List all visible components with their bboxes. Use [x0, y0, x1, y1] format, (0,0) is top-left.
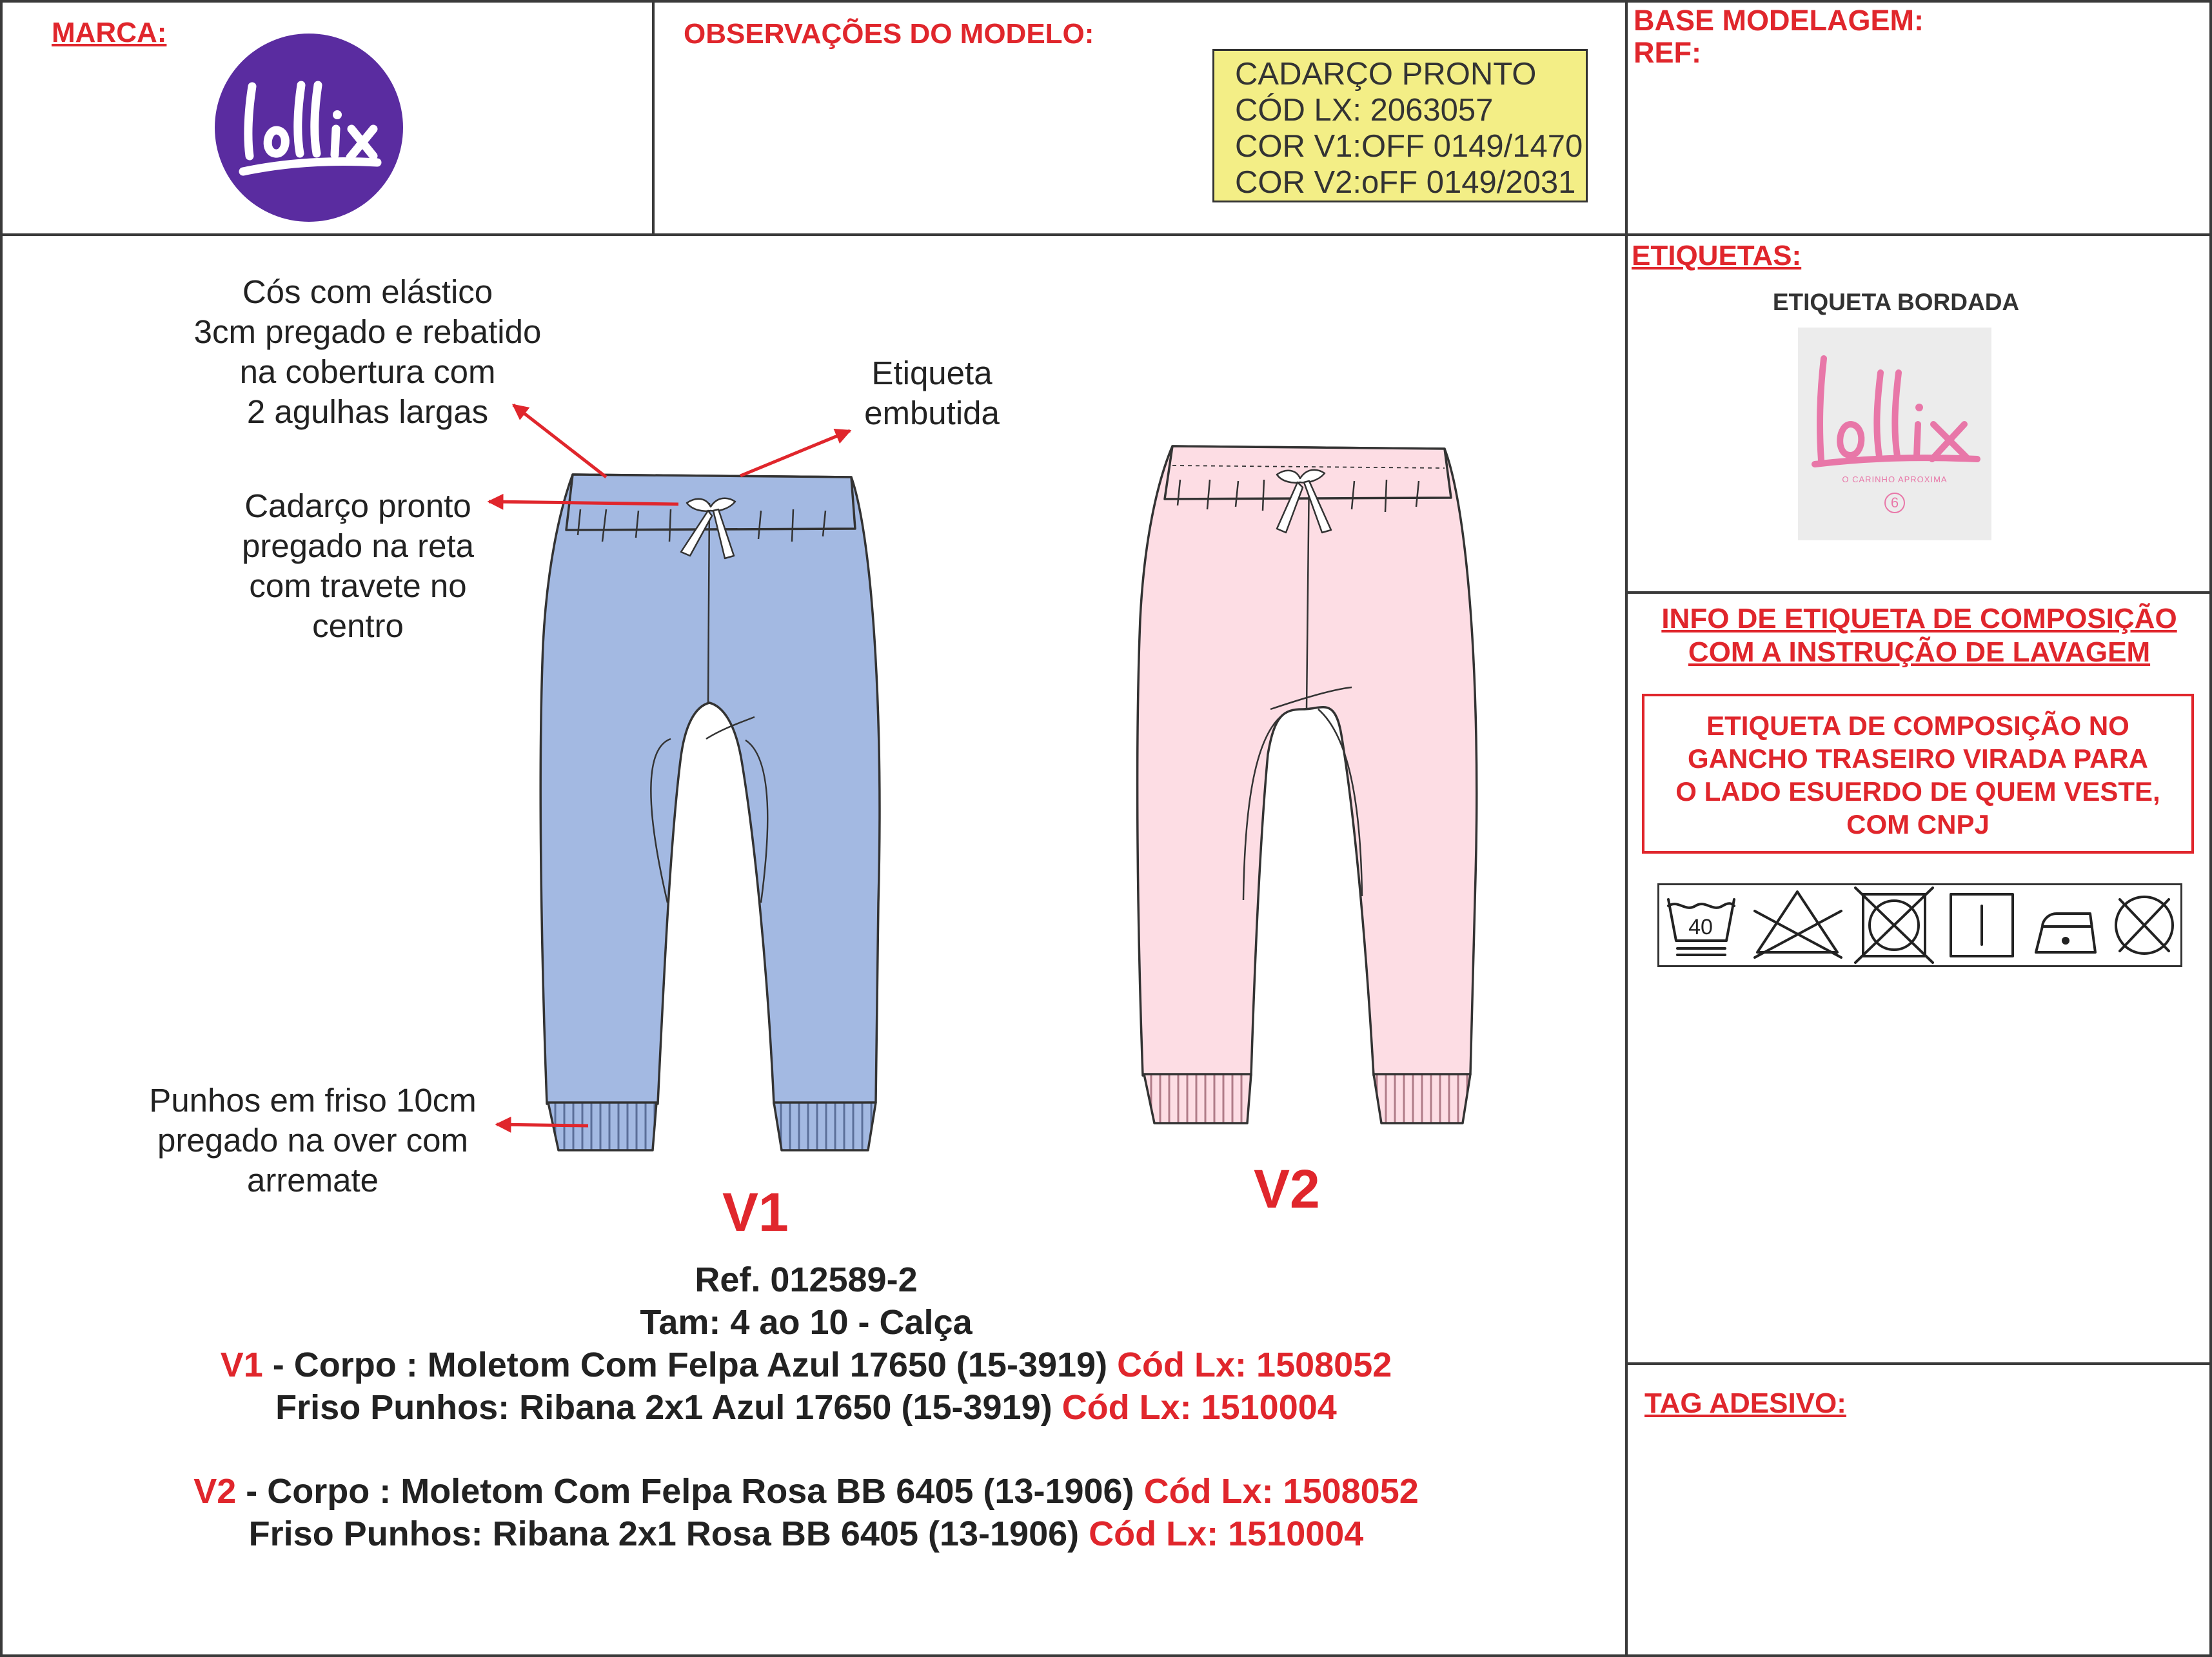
embroidered-label-slogan: O CARINHO APROXIMA — [1842, 475, 1948, 484]
composicao-box — [1642, 694, 2194, 854]
border-right — [2209, 0, 2212, 1657]
arrow-etiqueta — [740, 431, 850, 476]
pants-v2 — [1138, 446, 1477, 1123]
note-cos-line: 3cm pregado e rebatido — [193, 313, 542, 350]
info-heading-line: COM A INSTRUÇÃO DE LAVAGEM — [1688, 636, 2151, 668]
wash-temp: 40 — [1688, 915, 1713, 939]
iron-low-icon — [2036, 914, 2095, 952]
spec-v1-corpo — [26, 1344, 1586, 1386]
brand-logo — [215, 34, 403, 222]
spec-v1-tag: V1 — [220, 1346, 263, 1384]
info-heading-line: INFO DE ETIQUETA DE COMPOSIÇÃO — [1661, 603, 2177, 634]
note-punhos-line: Punhos em friso 10cm — [149, 1082, 477, 1119]
no-dry-clean-icon — [2116, 897, 2173, 954]
note-etiqueta-line: embutida — [864, 395, 1000, 431]
no-bleach-icon — [1755, 892, 1841, 957]
pants-v2-drawcord — [1277, 470, 1331, 533]
header-divider — [0, 233, 2212, 236]
pants-v1-cuff-left — [548, 1103, 657, 1150]
spec-v2-corpo-text: - Corpo : Moletom Com Felpa Rosa BB 6405 (13-1906) — [236, 1472, 1144, 1511]
pants-v1 — [540, 475, 880, 1150]
obs-line-4: COR V2:oFF 0149/2031 — [1235, 165, 1576, 200]
care-symbols — [1657, 883, 2182, 967]
note-etiqueta — [832, 353, 1032, 433]
pants-v2-cuff-right — [1374, 1074, 1470, 1123]
etiquetas-label: ETIQUETAS: — [1632, 240, 1802, 271]
variant-v2-label: V2 — [1254, 1159, 1320, 1219]
note-cadarco-line: pregado na reta — [241, 527, 475, 564]
line-dry-icon — [1951, 894, 2013, 956]
wash-40-icon — [1668, 899, 1734, 955]
side-divider-1 — [1626, 591, 2212, 594]
base-modelagem-label: BASE MODELAGEM: — [1634, 4, 1924, 37]
pants-v1-cuff-right — [774, 1103, 876, 1150]
tag-adesivo-label: TAG ADESIVO: — [1644, 1387, 1846, 1419]
header-col-divider — [652, 0, 655, 235]
spec-v1-friso-cod: Cód Lx: 1510004 — [1062, 1388, 1337, 1427]
composicao-line: O LADO ESUERDO DE QUEM VESTE, — [1675, 776, 2160, 807]
border-top — [0, 0, 2212, 3]
spec-block — [26, 1259, 1586, 1555]
no-tumble-dry-icon — [1855, 888, 1933, 963]
border-left — [0, 0, 3, 1657]
pants-v1-waistband — [566, 475, 855, 530]
spec-v2-corpo-cod: Cód Lx: 1508052 — [1143, 1472, 1419, 1511]
spec-v1-friso — [26, 1386, 1586, 1429]
spec-ref: Ref. 012589-2 — [695, 1260, 918, 1299]
observacoes-box — [1212, 49, 1588, 202]
side-col-divider — [1625, 0, 1628, 1657]
side-divider-2 — [1626, 1362, 2212, 1365]
spec-v2-corpo — [26, 1470, 1586, 1513]
note-cadarco-line: Cadarço pronto — [244, 487, 471, 524]
pants-v2-cuff-left — [1144, 1074, 1251, 1123]
ref-label: REF: — [1634, 36, 1701, 69]
observacoes-label: OBSERVAÇÕES DO MODELO: — [684, 18, 1094, 50]
spec-v2-friso — [26, 1513, 1586, 1555]
embroidered-label-size: 6 — [1890, 495, 1899, 511]
note-punhos-line: pregado na over com — [157, 1122, 468, 1159]
marca-label: MARCA: — [52, 17, 167, 48]
pants-v2-body — [1138, 446, 1477, 1075]
spec-spacer — [26, 1429, 1586, 1470]
note-cos — [161, 272, 574, 432]
note-cadarco — [193, 486, 522, 646]
composicao-line: GANCHO TRASEIRO VIRADA PARA — [1687, 743, 2149, 774]
pants-v1-drawcord — [681, 498, 735, 558]
embroidered-label — [1798, 328, 1991, 540]
obs-line-3: COR V1:OFF 0149/1470 — [1235, 129, 1583, 164]
pants-v1-body — [540, 475, 880, 1104]
note-cos-line: na cobertura com — [239, 353, 496, 390]
variant-v1-label: V1 — [722, 1182, 789, 1242]
note-cos-line: Cós com elástico — [242, 273, 493, 310]
spec-v2-friso-text: Friso Punhos: Ribana 2x1 Rosa BB 6405 (13-1906) — [248, 1515, 1089, 1553]
info-etiqueta-heading — [1628, 602, 2211, 669]
note-cadarco-line: centro — [312, 607, 404, 644]
obs-line-2: CÓD LX: 2063057 — [1235, 93, 1494, 128]
spec-v2-tag: V2 — [193, 1472, 237, 1511]
note-cadarco-line: com travete no — [249, 567, 467, 604]
spec-v2-friso-cod: Cód Lx: 1510004 — [1089, 1515, 1364, 1553]
composicao-line: ETIQUETA DE COMPOSIÇÃO NO — [1706, 711, 2129, 741]
spec-tam: Tam: 4 ao 10 - Calça — [640, 1303, 973, 1342]
callout-arrows — [489, 405, 850, 1126]
obs-line-1: CADARÇO PRONTO — [1235, 57, 1537, 92]
spec-v1-friso-text: Friso Punhos: Ribana 2x1 Azul 17650 (15-3919) — [275, 1388, 1062, 1427]
note-cos-line: 2 agulhas largas — [246, 393, 489, 430]
note-etiqueta-line: Etiqueta — [871, 355, 992, 391]
note-punhos — [110, 1081, 516, 1201]
brand-logo-mark — [215, 34, 403, 222]
care-symbols-svg — [1659, 885, 2184, 969]
border-bottom — [0, 1654, 2212, 1657]
composicao-line: COM CNPJ — [1846, 809, 1990, 839]
pants-v2-waistband — [1165, 446, 1451, 499]
spec-v1-corpo-cod: Cód Lx: 1508052 — [1117, 1346, 1392, 1384]
note-punhos-line: arremate — [246, 1162, 379, 1199]
etiqueta-bordada-label: ETIQUETA BORDADA — [1772, 289, 2020, 315]
spec-v1-corpo-text: - Corpo : Moletom Com Felpa Azul 17650 (15-3919) — [262, 1346, 1118, 1384]
